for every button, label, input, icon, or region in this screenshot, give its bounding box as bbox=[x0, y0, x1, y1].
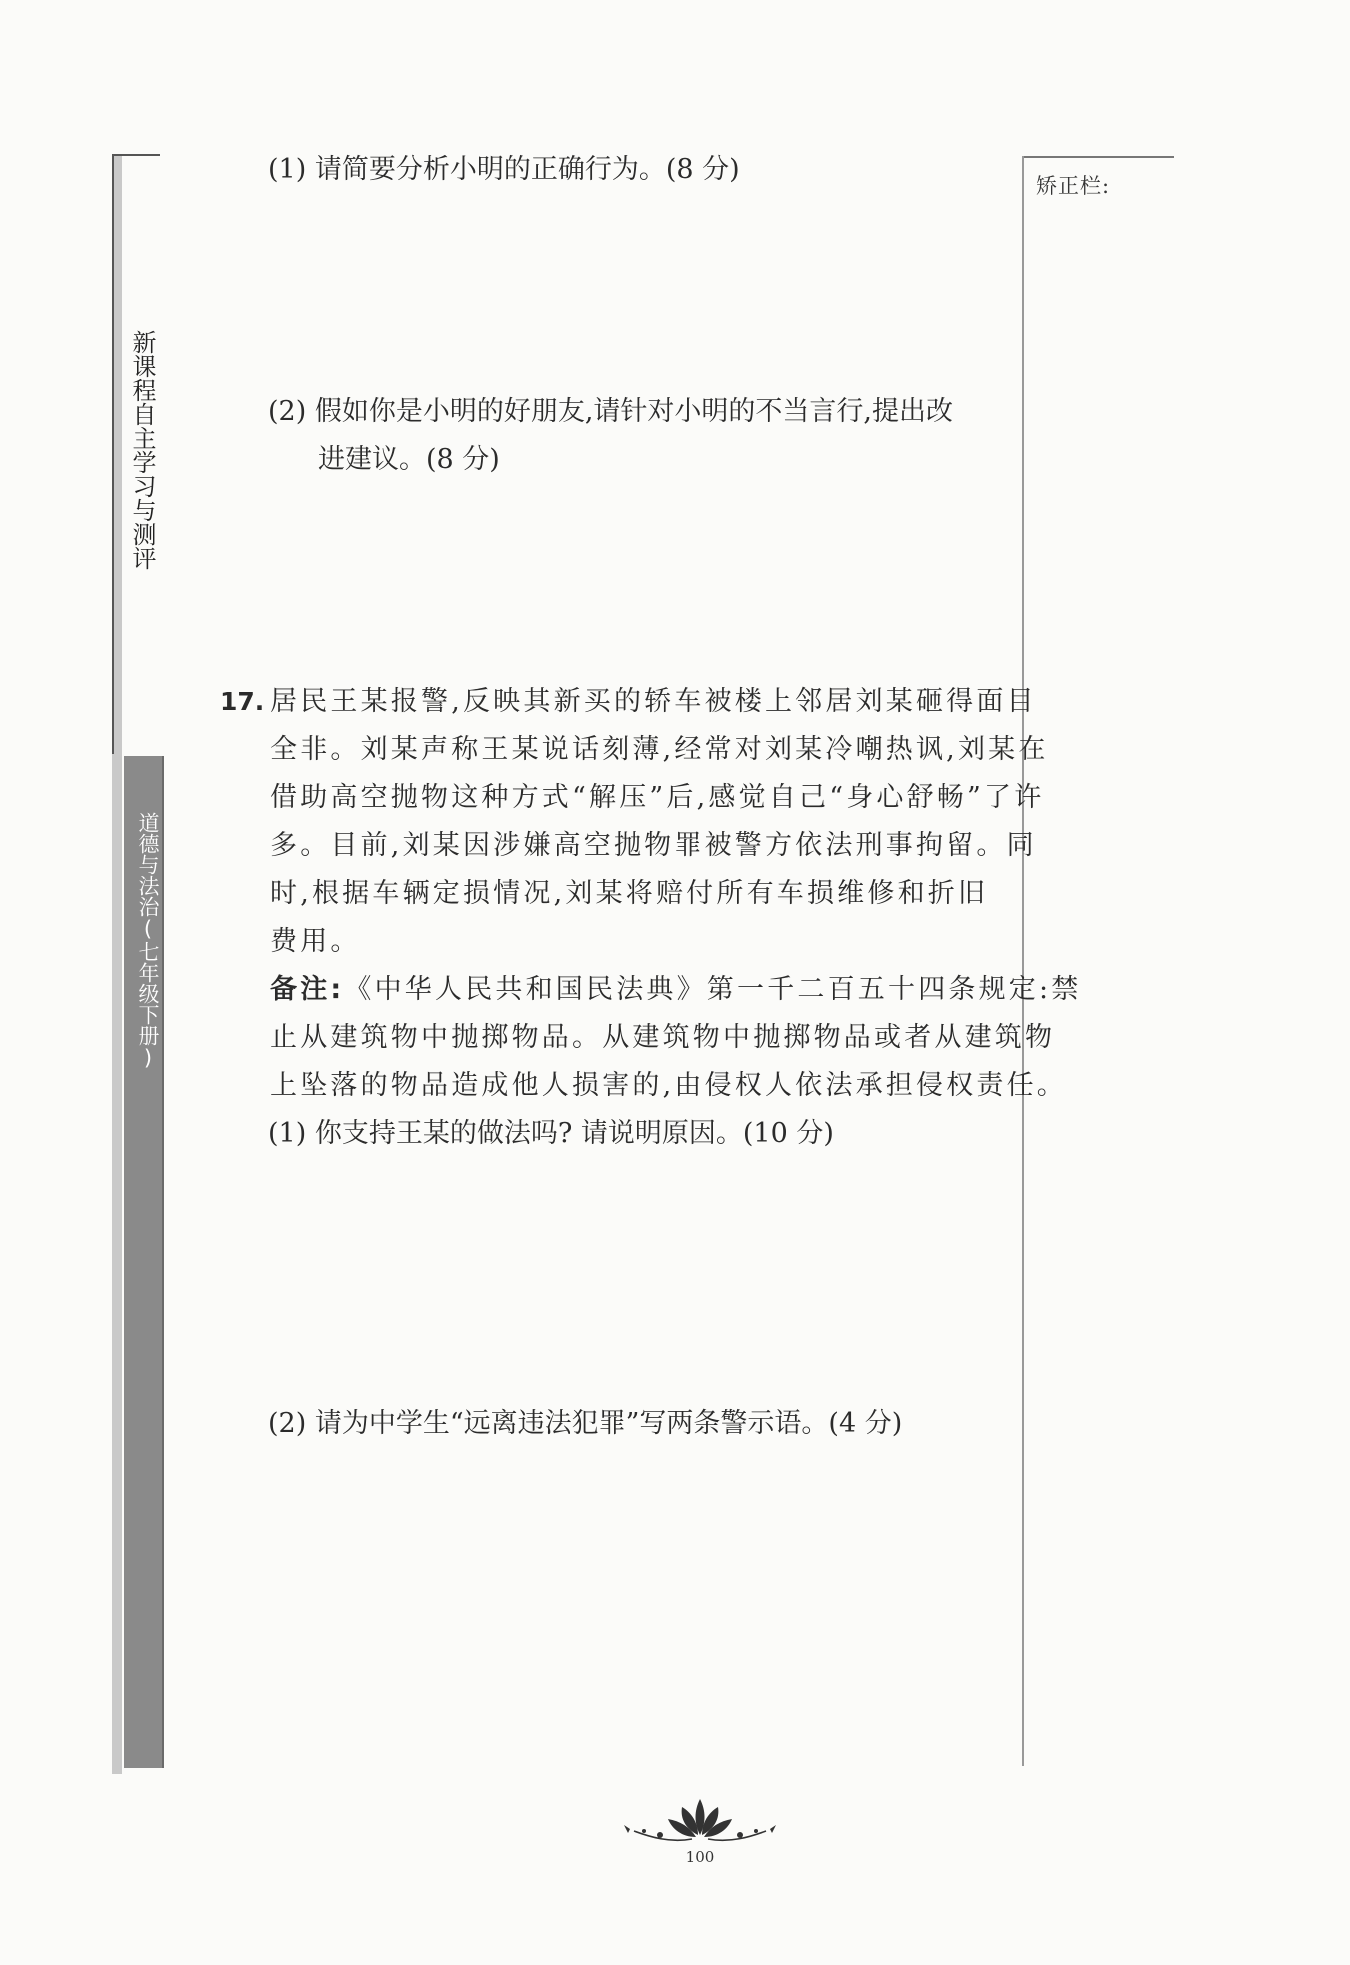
q17-note-label: 备注: bbox=[270, 974, 345, 1005]
series-title: 新课程自主学习与测评 bbox=[128, 330, 156, 570]
sidebar-edge-rule bbox=[112, 154, 114, 754]
correction-column-rule bbox=[1022, 156, 1024, 1766]
q17-body-line: 全非。刘某声称王某说话刻薄,经常对刘某冷嘲热讽,刘某在 bbox=[270, 734, 1049, 765]
q16-sub2-line1: (2) 假如你是小明的好朋友,请针对小明的不当言行,提出改 bbox=[268, 396, 953, 427]
correction-label: 矫正栏: bbox=[1036, 174, 1111, 198]
q17-number: 17. bbox=[220, 687, 265, 716]
correction-column-top-rule bbox=[1022, 156, 1174, 158]
q17-body-line: 居民王某报警,反映其新买的轿车被楼上邻居刘某砸得面目 bbox=[270, 686, 1037, 717]
q17-note-line1 bbox=[270, 966, 1082, 1014]
q17-note-line2: 止从建筑物中抛掷物品。从建筑物中抛掷物品或者从建筑物 bbox=[270, 1022, 1056, 1053]
q17-note-line3: 上坠落的物品造成他人损害的,由侵权人依法承担侵权责任。 bbox=[270, 1070, 1067, 1101]
q16-sub2-line2: 进建议。(8 分) bbox=[318, 444, 500, 475]
q17-body-line: 多。目前,刘某因涉嫌高空抛物罪被警方依法刑事拘留。同 bbox=[270, 830, 1037, 861]
q17-body-line: 借助高空抛物这种方式“解压”后,感觉自己“身心舒畅”了许 bbox=[270, 782, 1045, 813]
q17-sub2: (2) 请为中学生“远离违法犯罪”写两条警示语。(4 分) bbox=[268, 1408, 903, 1439]
q17-note-text: 《中华人民共和国民法典》第一千二百五十四条规定:禁 bbox=[344, 974, 1082, 1005]
q16-sub1: (1) 请简要分析小明的正确行为。(8 分) bbox=[268, 154, 740, 185]
floral-ornament-icon bbox=[620, 1795, 780, 1845]
sidebar-top-rule bbox=[112, 154, 160, 156]
q17-body-line: 时,根据车辆定损情况,刘某将赔付所有车损维修和折旧 bbox=[270, 878, 989, 909]
page-number: 100 bbox=[685, 1848, 715, 1866]
subject-title: 道德与法治(七年级下册) bbox=[136, 812, 160, 1070]
q17-body-line: 费用。 bbox=[270, 926, 361, 957]
q17-sub1: (1) 你支持王某的做法吗? 请说明原因。(10 分) bbox=[268, 1118, 834, 1149]
